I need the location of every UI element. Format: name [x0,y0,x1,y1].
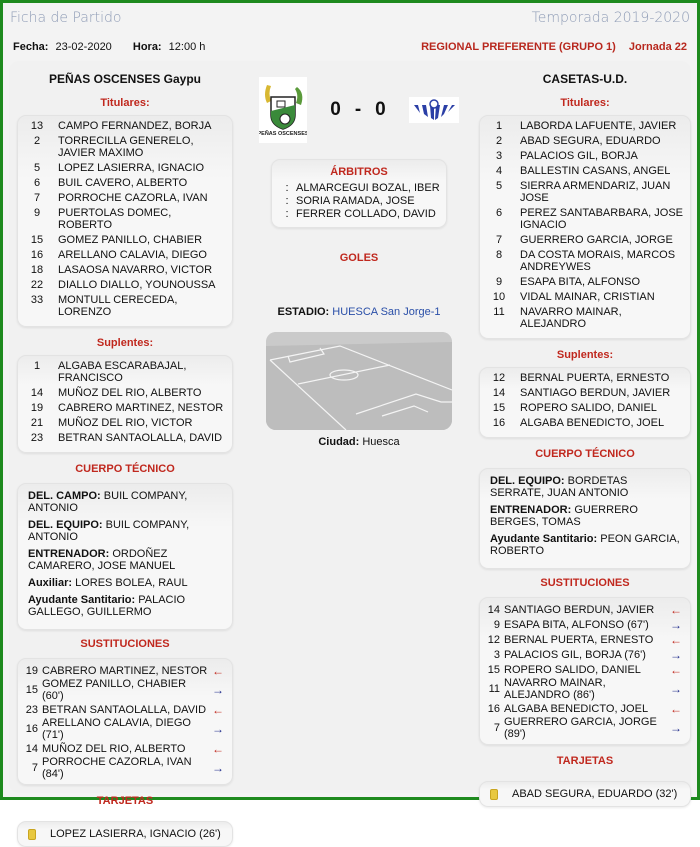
away-substitution-row [486,701,684,716]
away-starter-row[interactable] [486,249,684,273]
away-subs-title: Suplentes: [556,349,614,361]
staff-name: LORES BOLEA, RAUL [75,577,188,589]
away-starter-row[interactable] [486,135,684,147]
home-substitution-row [24,678,226,702]
home-starter-row[interactable] [24,192,226,204]
away-cards-list [479,781,691,807]
player-name[interactable]: LABORDA LAFUENTE, JAVIER [520,120,677,132]
player-name[interactable]: ARELLANO CALAVIA, DIEGO [58,249,207,261]
player-number: 15 [25,684,38,696]
away-substitutions-list [479,597,691,745]
player-number: 11 [493,306,505,318]
arrow-left-icon: ← [670,662,682,677]
home-subs-list [17,355,233,453]
home-cards-list [17,821,233,847]
referee-row [278,208,440,221]
player-number: 7 [495,234,503,246]
referees-title: ÁRBITROS [330,166,388,178]
away-starter-row[interactable] [486,207,684,231]
match-sheet-panel [9,61,691,840]
arrow-right-icon: → [670,682,682,696]
arrow-right-icon: → [670,721,682,735]
title-bar [6,6,694,30]
arrow-right-icon: → [670,647,682,662]
home-staff-row [28,490,222,514]
match-time: 12:00 h [168,41,206,53]
away-team-column [479,61,691,807]
player-number: 14 [25,742,38,755]
page-title: Ficha de Partido [10,10,122,26]
staff-name: BUIL COMPANY, ANTONIO [28,490,188,514]
yellow-card-icon [28,829,36,840]
player-name[interactable]: SANTIAGO BERDUN, JAVIER [520,387,671,399]
home-starter-row[interactable] [24,162,226,174]
referee-name: ALMARCEGUI BOZAL, IBER [296,182,440,194]
player-name[interactable]: CABRERO MARTINEZ, NESTOR [42,664,208,677]
player-name[interactable]: BETRAN SANTAOLALLA, DAVID [42,703,207,716]
home-sub-row[interactable] [24,387,226,399]
home-substitutions-title: SUSTITUCIONES [80,638,170,650]
player-name[interactable]: NAVARRO MAINAR, ALEJANDRO (86') [504,677,606,701]
player-number: 3 [493,648,500,661]
player-name[interactable]: VIDAL MAINAR, CRISTIAN [520,291,655,303]
home-staff-row [28,548,222,572]
away-sub-row[interactable] [486,402,684,414]
player-number: 15 [487,663,500,676]
player-number: 14 [30,387,44,399]
player-name[interactable]: PALACIOS GIL, BORJA [520,150,638,162]
referee-separator: : [285,182,289,194]
away-substitution-row [486,647,684,662]
staff-role: Auxiliar: [28,577,73,589]
player-name[interactable]: ROPERO SALIDO, DANIEL [520,402,657,414]
player-name[interactable]: LOPEZ LASIERRA, IGNACIO [58,162,205,174]
referee-separator: : [285,195,289,207]
player-number: 18 [30,264,44,276]
home-sub-row[interactable] [24,432,226,444]
player-number: 9 [493,618,500,631]
home-substitutions-list [17,658,233,785]
stadium-info [259,306,459,318]
player-number: 15 [492,402,506,414]
city-name: Huesca [362,436,400,448]
player-name[interactable]: ESAPA BITA, ALFONSO [520,276,641,288]
player-name[interactable]: SANTIAGO BERDUN, JAVIER [504,603,655,616]
player-number: 16 [30,249,44,261]
player-number: 23 [30,432,44,444]
arrow-right-icon: → [212,761,224,775]
player-number: 23 [25,703,38,716]
away-substitution-row [486,677,684,701]
score [330,99,385,121]
staff-role: DEL. CAMPO: [28,490,101,502]
home-team-column [17,61,233,847]
player-name[interactable]: BERNAL PUERTA, ERNESTO [520,372,670,384]
away-starters-title: Titulares: [560,97,610,109]
player-number: 6 [33,177,41,189]
home-starter-row[interactable] [24,279,226,291]
referee-name: FERRER COLLADO, DAVID [296,208,436,220]
home-substitution-row [24,756,226,780]
player-name[interactable]: BETRAN SANTAOLALLA, DAVID [58,432,223,444]
home-starters-title: Titulares: [100,97,150,109]
player-name[interactable]: CABRERO MARTINEZ, NESTOR [58,402,224,414]
arrow-right-icon: → [670,617,682,632]
player-number: 1 [495,120,503,132]
away-staff-list [479,468,691,569]
away-substitution-row [486,602,684,617]
arrow-left-icon: ← [212,663,224,678]
player-number: 15 [30,234,44,246]
home-logo-text: PEÑAS OSCENSES [259,131,307,137]
away-substitution-row [486,662,684,677]
player-name[interactable]: GOMEZ PANILLO, CHABIER (60') [42,678,187,702]
stadium-image [266,332,452,430]
player-number: 3 [495,150,503,162]
competition-name[interactable]: REGIONAL PREFERENTE (GRUPO 1) [421,41,616,53]
player-name[interactable]: LASAOSA NAVARRO, VICTOR [58,264,213,276]
away-starter-row[interactable] [486,120,684,132]
arrow-left-icon: ← [212,741,224,756]
player-name[interactable]: MUÑOZ DEL RIO, ALBERTO [42,742,186,755]
player-number: 11 [488,683,500,695]
player-name[interactable]: ALGABA BENEDICTO, JOEL [504,702,649,715]
player-name[interactable]: GUERRERO GARCIA, JORGE (89') [504,716,657,740]
stadium-link[interactable]: HUESCA San Jorge-1 [332,306,441,318]
referee-row [278,182,440,195]
away-staff-row [490,475,680,499]
away-starters-list [479,115,691,339]
home-sub-row[interactable] [24,360,226,384]
staff-role: DEL. EQUIPO: [490,475,565,487]
player-name[interactable]: BALLESTIN CASANS, ANGEL [520,165,671,177]
away-starter-row[interactable] [486,150,684,162]
away-substitutions-title: SUSTITUCIONES [540,577,630,589]
home-score: 0 [330,99,341,120]
player-number: 4 [495,165,503,177]
player-name[interactable]: SIERRA ARMENDARIZ, JUAN JOSE [520,180,671,204]
home-starter-row[interactable] [24,264,226,276]
player-number: 7 [493,722,500,734]
player-number: 6 [495,207,503,219]
staff-name: BUIL COMPANY, ANTONIO [28,519,190,543]
home-sub-row[interactable] [24,402,226,414]
player-name[interactable]: MUÑOZ DEL RIO, ALBERTO [58,387,202,399]
player-number: 2 [33,135,41,147]
home-staff-list [17,483,233,630]
player-name[interactable]: ALGABA ESCARABAJAL, FRANCISCO [58,360,187,384]
player-name[interactable]: PORROCHE CAZORLA, IVAN [58,192,208,204]
player-name[interactable]: PALACIOS GIL, BORJA (76') [504,648,646,661]
home-team-logo[interactable] [259,77,307,143]
home-team-name[interactable]: PEÑAS OSCENSES Gaypu [48,72,202,86]
player-number: 33 [30,294,44,306]
home-starter-row[interactable] [24,234,226,246]
away-cards-title: TARJETAS [556,755,614,767]
player-number: 10 [492,291,506,303]
yellow-card-icon [490,789,498,800]
city-label: Ciudad: [318,436,360,448]
player-number: 22 [30,279,44,291]
player-name[interactable]: ARELLANO CALAVIA, DIEGO (71') [42,717,191,741]
player-number: 14 [492,387,506,399]
away-sub-row[interactable] [486,417,684,429]
staff-name: PEON GARCIA, ROBERTO [490,533,680,557]
home-cards-title: TARJETAS [96,795,154,807]
home-staff-title: CUERPO TÉCNICO [75,463,175,475]
player-name[interactable]: PUERTOLAS DOMEC, ROBERTO [58,207,172,231]
player-number: 9 [33,207,41,219]
staff-role: Ayudante Santitario: [490,533,598,545]
player-name[interactable]: GUERRERO GARCIA, JORGE [520,234,673,246]
score-separator: - [354,99,362,120]
arrow-left-icon: ← [212,702,224,717]
player-number: 16 [25,723,38,735]
home-substitution-row [24,663,226,678]
player-number: 16 [487,702,500,715]
player-number: 12 [492,372,506,384]
player-number: 14 [487,603,500,616]
staff-name: BORDETAS SERRATE, JUAN ANTONIO [490,475,629,499]
arrow-right-icon: → [212,722,224,736]
player-number: 5 [33,162,41,174]
away-starter-row[interactable] [486,306,684,330]
away-starter-row[interactable] [486,165,684,177]
player-name[interactable]: TORRECILLA GENERELO, JAVIER MAXIMO [58,135,194,159]
player-name[interactable]: DIALLO DIALLO, YOUNOUSSA [58,279,216,291]
player-name[interactable]: CAMPO FERNANDEZ, BORJA [58,120,212,132]
away-staff-row [490,533,680,557]
away-staff-title: CUERPO TÉCNICO [535,448,635,460]
arrow-left-icon: ← [670,602,682,617]
player-number: 16 [492,417,506,429]
player-number: 19 [30,402,44,414]
away-starter-row[interactable] [486,276,684,288]
player-number: 9 [495,276,503,288]
staff-role: Ayudante Santitario: [28,594,136,606]
home-starter-row[interactable] [24,120,226,132]
staff-role: ENTRENADOR: [490,504,572,516]
staff-name: GUERRERO BERGES, TOMAS [490,504,638,528]
player-number: 7 [33,192,41,204]
staff-role: ENTRENADOR: [28,548,110,560]
home-starter-row[interactable] [24,135,226,159]
away-subs-list [479,367,691,438]
home-substitution-row [24,702,226,717]
card-text: ABAD SEGURA, EDUARDO (32') [512,788,678,800]
date-label: Fecha: [13,41,49,53]
player-number: 5 [495,180,503,192]
home-starter-row[interactable] [24,249,226,261]
away-sub-row[interactable] [486,372,684,384]
away-starter-row[interactable] [486,234,684,246]
away-starter-row[interactable] [486,291,684,303]
player-name[interactable]: MONTULL CERECEDA, LORENZO [58,294,178,318]
away-team-name[interactable]: CASETAS-U.D. [542,72,628,86]
player-name[interactable]: ALGABA BENEDICTO, JOEL [520,417,665,429]
staff-role: DEL. EQUIPO: [28,519,103,531]
referee-separator: : [285,208,289,220]
home-staff-row [28,594,222,618]
home-starter-row[interactable] [24,207,226,231]
referees-box [271,159,447,228]
player-number: 12 [487,633,500,646]
player-name[interactable]: PEREZ SANTABARBARA, JOSE IGNACIO [520,207,684,231]
home-staff-row [28,519,222,543]
arrow-right-icon: → [212,683,224,697]
home-starter-row[interactable] [24,177,226,189]
player-name[interactable]: PORROCHE CAZORLA, IVAN (84') [42,756,192,780]
away-starter-row[interactable] [486,180,684,204]
player-name[interactable]: ESAPA BITA, ALFONSO (67') [504,618,649,631]
away-sub-row[interactable] [486,387,684,399]
player-name[interactable]: DA COSTA MORAIS, MARCOS ANDREYWES [520,249,676,273]
staff-name: ORDOÑEZ CAMARERO, JOSE MANUEL [28,548,176,572]
home-subs-title: Suplentes: [96,337,154,349]
season-label: Temporada 2019-2020 [531,10,690,26]
scoreboard [259,77,459,143]
away-substitution-row [486,716,684,740]
staff-name: PALACIO GALLEGO, GUILLERMO [28,594,186,618]
time-label: Hora: [132,41,162,53]
home-starter-row[interactable] [24,294,226,318]
home-staff-row [28,577,222,589]
home-starters-list [17,115,233,327]
player-name[interactable]: BERNAL PUERTA, ERNESTO [504,633,654,646]
away-staff-row [490,504,680,528]
player-number: 21 [30,417,44,429]
player-number: 8 [495,249,503,261]
arrow-left-icon: ← [670,701,682,716]
away-substitution-row [486,632,684,647]
match-center-column [259,61,459,448]
arrow-left-icon: ← [670,632,682,647]
player-number: 13 [30,120,44,132]
match-date: 23-02-2020 [55,41,112,53]
match-info-bar [13,39,687,55]
away-substitution-row [486,617,684,632]
goals-title: GOLES [339,252,379,264]
away-score: 0 [375,99,386,120]
home-sub-row[interactable] [24,417,226,429]
stadium-label: ESTADIO: [277,306,330,318]
city-info [259,436,459,448]
away-team-logo[interactable] [409,97,459,123]
player-number: 7 [31,762,38,774]
player-number: 1 [33,360,41,372]
player-name[interactable]: BUIL CAVERO, ALBERTO [58,177,188,189]
home-substitution-row [24,717,226,741]
home-substitution-row [24,741,226,756]
referee-name: SORIA RAMADA, JOSE [296,195,415,207]
player-number: 2 [495,135,503,147]
player-name[interactable]: NAVARRO MAINAR, ALEJANDRO [520,306,622,330]
referee-row [278,195,440,208]
round-label: Jornada 22 [628,41,687,53]
card-text: LOPEZ LASIERRA, IGNACIO (26') [50,828,221,840]
player-name[interactable]: GOMEZ PANILLO, CHABIER [58,234,203,246]
player-number: 19 [25,664,38,677]
player-name[interactable]: ABAD SEGURA, EDUARDO [520,135,661,147]
player-name[interactable]: MUÑOZ DEL RIO, VICTOR [58,417,193,429]
player-name[interactable]: ROPERO SALIDO, DANIEL [504,663,641,676]
